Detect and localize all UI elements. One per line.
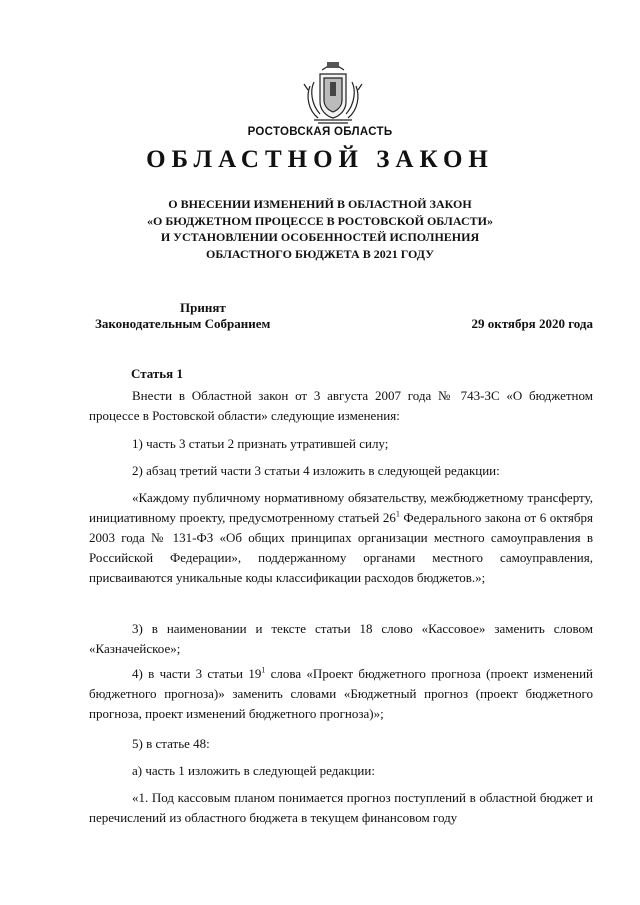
superscript: 1 [395,509,400,519]
subtitle-line: И УСТАНОВЛЕНИИ ОСОБЕННОСТЕЙ ИСПОЛНЕНИЯ [160,230,480,244]
paragraph [89,488,593,588]
paragraph: 5) в статье 48: [132,736,210,751]
law-subtitle [60,196,580,262]
adopting-body: Законодательным Собранием [95,316,271,331]
paragraph: 2) абзац третий части 3 статьи 4 изложить в следующей редакции: [132,463,500,478]
paragraph-text: слова «Проект бюджетного прогноза (проект изменений бюджетного прогноза)» заменить словами «Бюджетный прогноз (проект бюджетного прогноза, проект изменений бюджетного прогноза)»; [89,666,593,721]
adopted-label: Принят [180,300,226,315]
region-name: РОСТОВСКАЯ ОБЛАСТЬ [247,126,393,138]
subtitle-line: ОБЛАСТНОГО БЮДЖЕТА В 2021 ГОДУ [205,246,434,261]
paragraph-text: 4) в части 3 статьи 19 [132,666,262,681]
paragraph [89,664,593,724]
adoption-date: 29 октября 2020 года [471,316,593,331]
coat-of-arms-icon [300,60,366,126]
paragraph: 3) в наименовании и тексте статьи 18 слово «Кассовое» заменить словом «Казначейское»; [89,621,593,656]
superscript: 1 [261,665,266,675]
paragraph-text: «Каждому публичному нормативному обязательству, межбюджетному трансферту, инициативному проекту, предусмотренному статьей 26 [89,490,593,525]
article-heading: Статья 1 [131,366,183,381]
subtitle-line: «О БЮДЖЕТНОМ ПРОЦЕССЕ В РОСТОВСКОЙ ОБЛАСТИ» [147,213,493,228]
paragraph: Внести в Областной закон от 3 августа 2007 года № 743-ЗС «О бюджетном процессе в Ростовской области» следующие изменения: [89,388,593,423]
paragraph: а) часть 1 изложить в следующей редакции: [132,763,375,778]
paragraph: 1) часть 3 статьи 2 признать утратившей силу; [132,436,389,451]
paragraph-text: Федерального закона от 6 октября 2003 года № 131-ФЗ «Об общих принципах организации местного самоуправления в Российской Федерации», поддержанному органами местного самоуправления, присваиваются уникальные коды классификации расходов бюджетов.»; [89,510,593,585]
subtitle-line: О ВНЕСЕНИИ ИЗМЕНЕНИЙ В ОБЛАСТНОЙ ЗАКОН [168,197,472,211]
paragraph: «1. Под кассовым планом понимается прогноз поступлений в областной бюджет и перечислений из областного бюджета в текущем финансовом году [89,790,593,825]
document-title: ОБЛАСТНОЙ ЗАКОН [146,146,494,173]
